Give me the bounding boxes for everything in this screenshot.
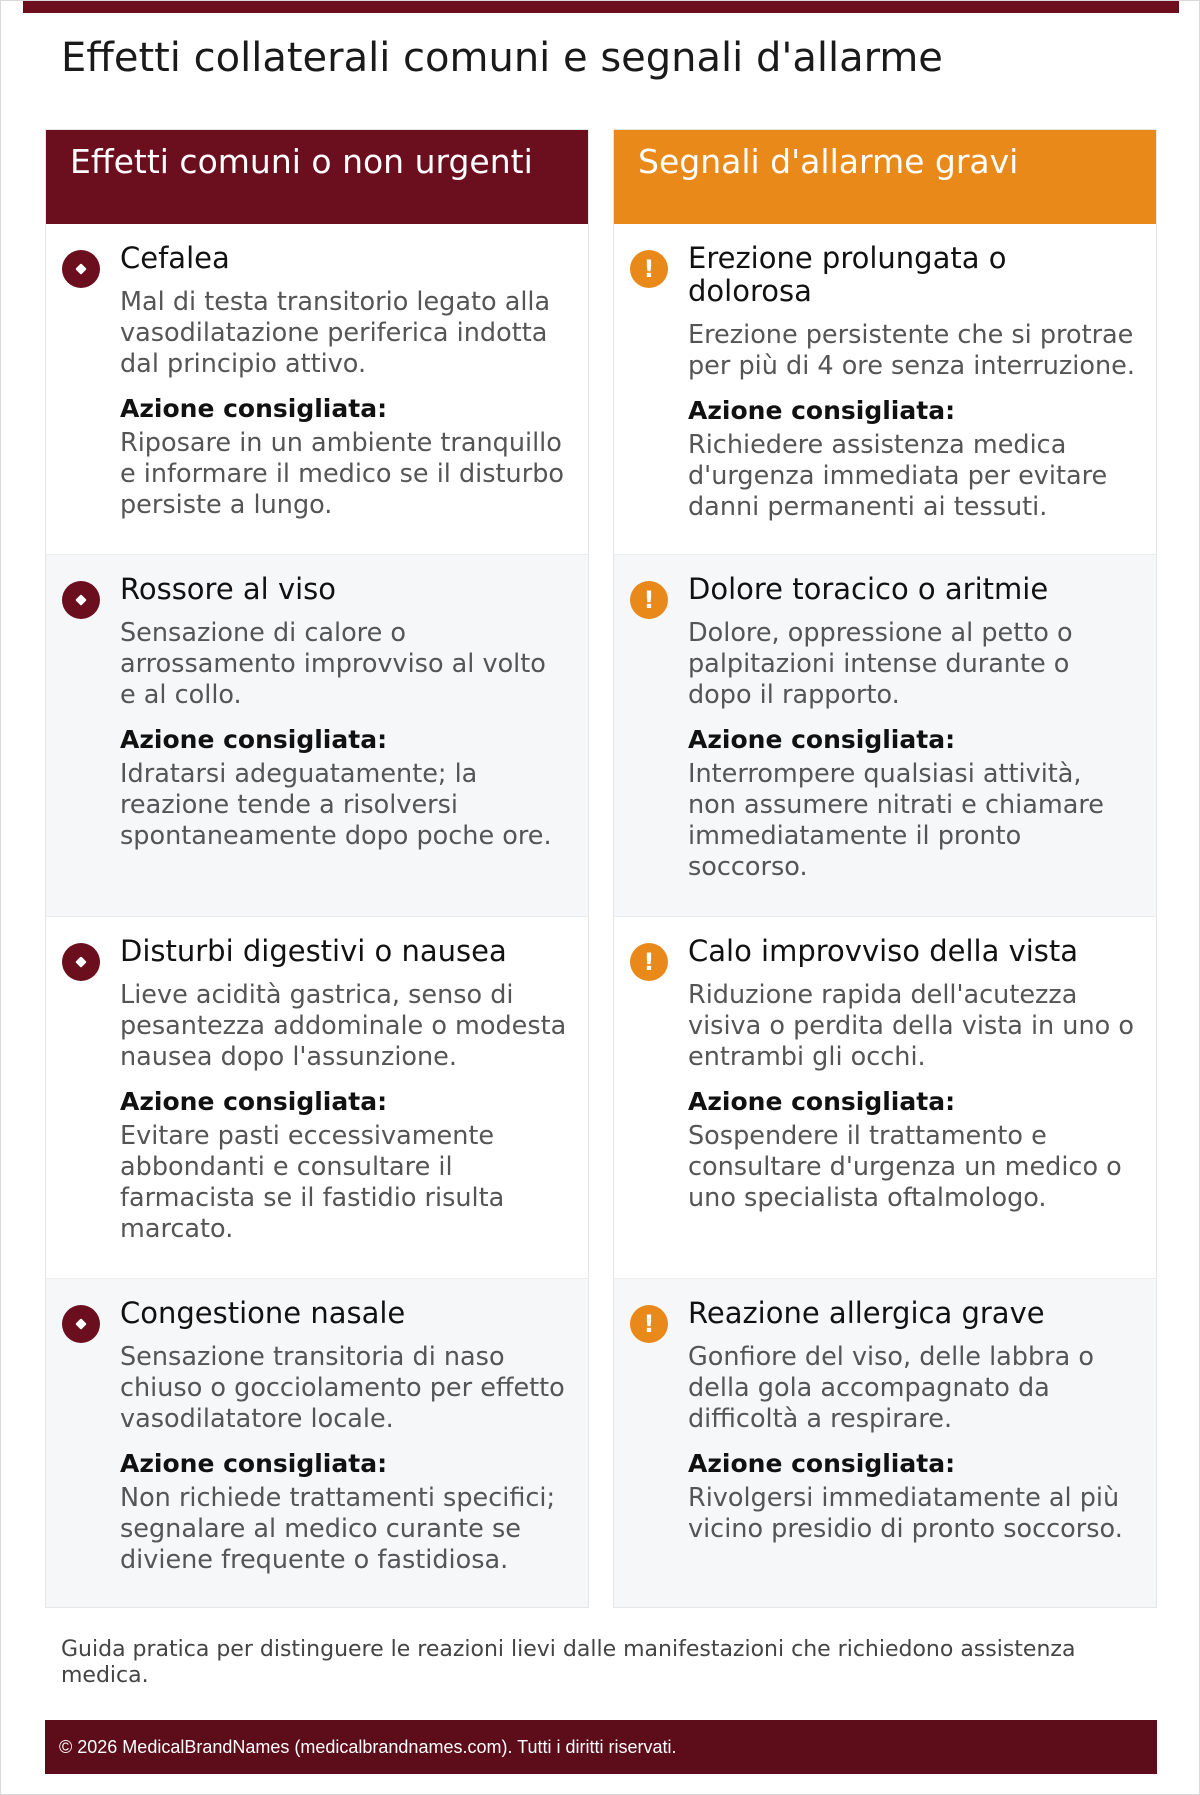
item-description: Sensazione transitoria di naso chiuso o gocciolamento per effetto vasodilatatore locale. (120, 1342, 565, 1434)
item-description: Gonfiore del viso, delle labbra o della gola accompagnato da difficoltà a respirare. (688, 1342, 1094, 1434)
action-text: Riposare in un ambiente tranquillo e informare il medico se il disturbo persiste a lungo. (120, 428, 564, 520)
dot-icon (62, 581, 100, 619)
action-label: Azione consigliata: (688, 725, 956, 754)
item-description: Dolore, oppressione al petto o palpitazioni intense durante o dopo il rapporto. (688, 618, 1073, 710)
warning-signs-column (613, 129, 1157, 1608)
column-header: Effetti comuni o non urgenti (46, 130, 588, 224)
copyright-text: © 2026 MedicalBrandNames (medicalbrandnames.com). Tutti i diritti riservati. (59, 1736, 677, 1757)
action-text: Richiedere assistenza medica d'urgenza immediata per evitare danni permanenti ai tessuti. (688, 430, 1108, 522)
action-label: Azione consigliata: (120, 1449, 388, 1478)
dot-icon (62, 943, 100, 981)
warning-icon: ! (630, 943, 668, 981)
item-description: Riduzione rapida dell'acutezza visiva o perdita della vista in uno o entrambi gli occhi. (688, 980, 1134, 1072)
item-title: Dolore toracico o aritmie (688, 572, 1049, 606)
footer-bar (45, 1720, 1157, 1774)
item-description: Erezione persistente che si protrae per più di 4 ore senza interruzione. (688, 320, 1135, 381)
list-item (46, 224, 588, 555)
action-text: Sospendere il trattamento e consultare d'urgenza un medico o uno specialista oftalmologo. (688, 1121, 1122, 1213)
page-title: Effetti collaterali comuni e segnali d'allarme (61, 35, 943, 81)
warning-icon: ! (630, 581, 668, 619)
dot-icon (62, 1305, 100, 1343)
action-text: Idratarsi adeguatamente; la reazione tende a risolversi spontaneamente dopo poche ore. (120, 759, 552, 851)
list-item (614, 917, 1156, 1279)
action-label: Azione consigliata: (688, 396, 956, 425)
list-item (614, 555, 1156, 917)
warning-icon: ! (630, 1305, 668, 1343)
action-text: Evitare pasti eccessivamente abbondanti e consultare il farmacista se il fastidio risulta marcato. (120, 1121, 505, 1244)
item-description: Sensazione di calore o arrossamento improvviso al volto e al collo. (120, 618, 546, 710)
list-item (46, 917, 588, 1279)
action-label: Azione consigliata: (120, 1087, 388, 1116)
list-item (614, 224, 1156, 555)
dot-icon (62, 250, 100, 288)
action-label: Azione consigliata: (120, 394, 388, 423)
list-item (614, 1279, 1156, 1607)
list-item (46, 555, 588, 917)
list-item (46, 1279, 588, 1607)
item-title: Rossore al viso (120, 572, 337, 606)
item-title: Cefalea (120, 241, 230, 275)
item-description: Mal di testa transitorio legato alla vasodilatazione periferica indotta dal principio attivo. (120, 287, 551, 379)
item-title: Reazione allergica grave (688, 1296, 1045, 1330)
action-label: Azione consigliata: (688, 1087, 956, 1116)
action-text: Rivolgersi immediatamente al più vicino presidio di pronto soccorso. (688, 1483, 1123, 1544)
top-accent-bar (23, 1, 1179, 13)
action-label: Azione consigliata: (688, 1449, 956, 1478)
common-effects-column (45, 129, 589, 1608)
warning-icon: ! (630, 250, 668, 288)
item-title: Erezione prolungata o dolorosa (688, 241, 1007, 308)
item-title: Calo improvviso della vista (688, 934, 1079, 968)
column-header: Segnali d'allarme gravi (614, 130, 1156, 224)
action-text: Non richiede trattamenti specifici; segnalare al medico curante se diviene frequente o fastidiosa. (120, 1483, 556, 1575)
item-title: Congestione nasale (120, 1296, 406, 1330)
item-description: Lieve acidità gastrica, senso di pesantezza addominale o modesta nausea dopo l'assunzione. (120, 980, 567, 1072)
footnote: Guida pratica per distinguere le reazioni lievi dalle manifestazioni che richiedono assistenza medica. (61, 1637, 1076, 1688)
item-title: Disturbi digestivi o nausea (120, 934, 507, 968)
action-label: Azione consigliata: (120, 725, 388, 754)
action-text: Interrompere qualsiasi attività, non assumere nitrati e chiamare immediatamente il pronto soccorso. (688, 759, 1104, 882)
